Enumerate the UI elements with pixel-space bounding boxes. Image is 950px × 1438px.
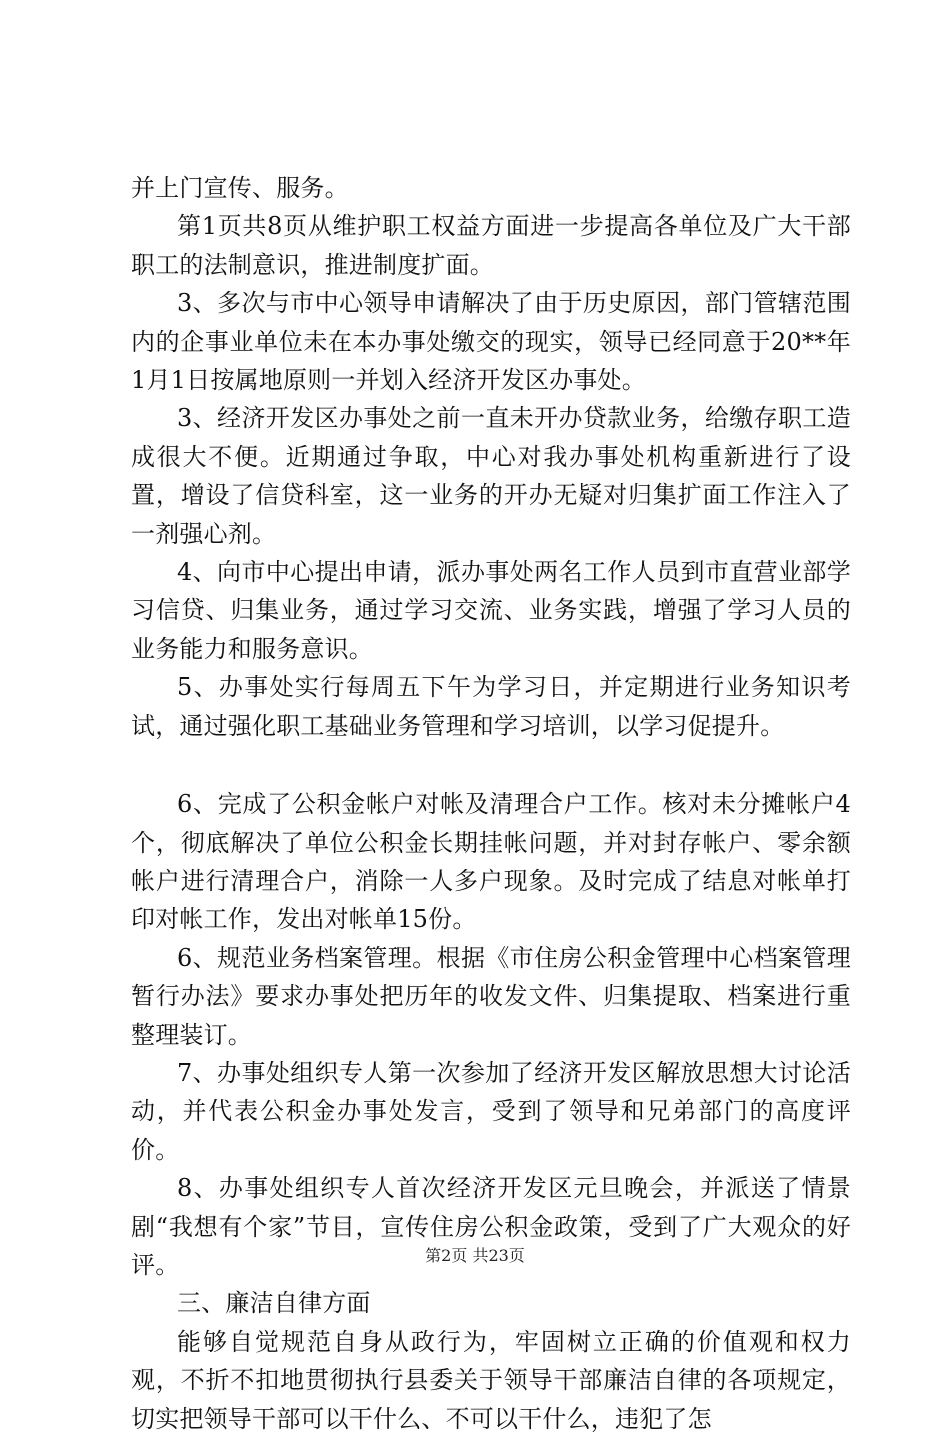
paragraph-6: 5、办事处实行每周五下午为学习日，并定期进行业务知识考试，通过强化职工基础业务管理和学习培训，以学习促提升。	[131, 673, 851, 740]
paragraph-3: 3、多次与市中心领导申请解决了由于历史原因，部门管辖范围内的企事业单位未在本办事处缴交的现实，领导已经同意于20**年1月1日按属地原则一并划入经济开发区办事处。	[131, 289, 851, 395]
section-heading: 三、廉洁自律方面	[177, 1289, 371, 1318]
page-footer: 第2页 共23页	[425, 1246, 525, 1265]
paragraph-spacer	[131, 745, 851, 785]
paragraph-10: 8、办事处组织专人首次经济开发区元旦晚会，并派送了情景剧“我想有个家”节目，宣传住房公积金政策，受到了广大观众的好评。	[131, 1174, 851, 1279]
paragraph-4: 3、经济开发区办事处之前一直未开办贷款业务，给缴存职工造成很大不便。近期通过争取，中心对我办事处机构重新进行了设置，增设了信贷科室，这一业务的开办无疑对归集扩面工作注入了一剂强心剂。	[131, 404, 851, 548]
paragraph-7: 6、完成了公积金帐户对帐及清理合户工作。核对未分摊帐户4个，彻底解决了单位公积金长期挂帐问题，并对封存帐户、零余额帐户进行清理合户，消除一人多户现象。及时完成了结息对帐单打印对帐工作，发出对帐单15份。	[131, 790, 851, 934]
paragraph-9: 7、办事处组织专人第一次参加了经济开发区解放思想大讨论活动，并代表公积金办事处发言，受到了领导和兄弟部门的高度评价。	[131, 1058, 851, 1164]
paragraph-5: 4、向市中心提出申请，派办事处两名工作人员到市直营业部学习信贷、归集业务，通过学习交流、业务实践，增强了学习人员的业务能力和服务意识。	[131, 558, 851, 663]
paragraph-12: 能够自觉规范自身从政行为，牢固树立正确的价值观和权力观，不折不扣地贯彻执行县委关于领导干部廉洁自律的各项规定，切实把领导干部可以干什么、不可以干什么，违犯了怎	[131, 1327, 851, 1433]
paragraph-2: 第1页共8页从维护职工权益方面进一步提高各单位及广大干部职工的法制意识，推进制度扩面。	[131, 212, 851, 279]
paragraph-8: 6、规范业务档案管理。根据《市住房公积金管理中心档案管理暂行办法》要求办事处把历年的收发文件、归集提取、档案进行重整理装订。	[131, 943, 851, 1049]
paragraph-1: 并上门宣传、服务。	[131, 174, 349, 202]
